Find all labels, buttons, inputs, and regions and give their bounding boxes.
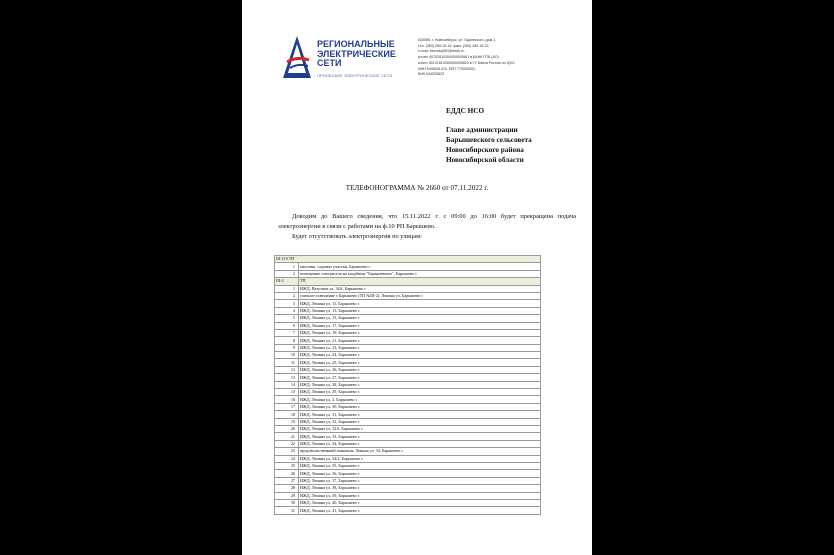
row-address: ИЖД, Ленина ул, 41, Барышево с [299, 507, 541, 514]
row-address: ИЖД, Ватутина ул, 34А, Барышево с [299, 285, 541, 292]
row-number: 25 [275, 462, 299, 469]
row-number: 1 [275, 285, 299, 292]
table-row [275, 448, 541, 455]
row-address: уличное освещение с Барышево (ТП №III-2), Ленина ул, Барышево с [299, 292, 541, 299]
body-paragraph: Будет отсутствовать электроэнергия по улицам: [292, 233, 422, 240]
row-address: ИЖД, Ленина ул, 31, Барышево с [299, 411, 541, 418]
row-address: ИЖД, Ленина ул, 26, Барышево с [299, 366, 541, 373]
table-row [275, 315, 541, 322]
recipient-line: Новосибирского района [446, 146, 524, 154]
table-row [275, 477, 541, 484]
contact-bik: БИК 044525823 [418, 72, 445, 77]
row-number: 7 [275, 329, 299, 336]
contact-account: р/счет 40702810300000000661 в БАНК ГПБ (АО) [418, 55, 499, 60]
document-title: ТЕЛЕФОНОГРАММА № 2660 от 07.11.2022 г. [345, 184, 489, 192]
row-address: ИЖД, Ленина ул, 27, Барышево с [299, 374, 541, 381]
row-address: ИЖД, Ленина ул, 32А, Барышево с [299, 425, 541, 432]
row-number: 15 [275, 389, 299, 396]
table-row [275, 374, 541, 381]
outage-table [274, 255, 541, 515]
row-number: 1 [275, 263, 299, 270]
table-row [275, 507, 541, 514]
row-number: 18 [275, 411, 299, 418]
row-number: 3 [275, 300, 299, 307]
table-row [275, 389, 541, 396]
company-logo-icon [282, 35, 312, 79]
row-address: ИЖД, Ленина ул, 15, Барышево с [299, 315, 541, 322]
row-number: 22 [275, 440, 299, 447]
table-row [275, 337, 541, 344]
row-address: ИЖД, Ленина ул, 32, Барышево с [299, 418, 541, 425]
recipient-line: Главе администрации [446, 126, 518, 134]
row-address: ИЖД, Ленина ул, 35, Барышево с [299, 462, 541, 469]
table-row [275, 307, 541, 314]
table-row [275, 418, 541, 425]
company-contacts [418, 38, 548, 78]
contact-phone: тел. (383) 289-15-19, факс (383) 289-15-22, [418, 43, 490, 48]
table-row [275, 433, 541, 440]
table-row [275, 270, 541, 277]
group-label: III-2 [275, 278, 299, 285]
row-number: 19 [275, 418, 299, 425]
row-address: ИЖД, Ленина ул, 40, Барышево с [299, 499, 541, 506]
table-group-row [275, 256, 541, 263]
document-body [278, 212, 576, 242]
contact-address: 630065, г. Новосибирск, ул. Одоевского, дом 1, [418, 38, 497, 42]
group-label: III-119 ТП [275, 256, 541, 263]
row-address: помещение смотрителя на кладбище "Барышевское", Барышево с [299, 270, 541, 277]
row-number: 2 [275, 270, 299, 277]
company-name-line: РЕГИОНАЛЬНЫЕ [317, 39, 395, 49]
table-row [275, 470, 541, 477]
row-address: ИЖД, Ленина ул, 25, Барышево с [299, 359, 541, 366]
row-address: ИЖД, Ленина ул, 34, Барышево с [299, 440, 541, 447]
row-address: ИЖД, Ленина ул, 33, Барышево с [299, 433, 541, 440]
company-name-line: ЭЛЕКТРИЧЕСКИЕ [317, 48, 396, 59]
row-address: ИЖД, Ленина ул, 23, Барышево с [299, 344, 541, 351]
row-number: 4 [275, 307, 299, 314]
row-number: 29 [275, 492, 299, 499]
row-address: ИЖД, Ленина ул, 21, Барышево с [299, 337, 541, 344]
row-number: 11 [275, 359, 299, 366]
row-number: 24 [275, 455, 299, 462]
table-row [275, 492, 541, 499]
recipients [446, 106, 586, 165]
company-name-line: СЕТИ [317, 58, 342, 68]
table-row [275, 285, 541, 292]
row-number: 10 [275, 352, 299, 359]
row-number: 20 [275, 425, 299, 432]
row-address: ИЖД, Ленина ул, 36, Барышево с [299, 470, 541, 477]
row-address: ИЖД, Ленина ул, 34/2, Барышево с [299, 455, 541, 462]
row-address: ИЖД, Ленина ул, 17, Барышево с [299, 322, 541, 329]
row-address: продовольственный павильон, Ленина ул, 34, Барышево с [299, 448, 541, 455]
table-row [275, 425, 541, 432]
document-page [242, 0, 592, 555]
recipient-line: Новосибирской области [446, 156, 524, 164]
row-address: ИЖД, Ленина ул, 37, Барышево с [299, 477, 541, 484]
contact-email: e-mail: bezuxlaj963@eseti.ru [418, 49, 465, 54]
row-address: ИЖД, Ленина ул, 29, Барышево с [299, 389, 541, 396]
row-address: ИЖД, Ленина ул, 39, Барышево с [299, 492, 541, 499]
table-row [275, 440, 541, 447]
row-number: 26 [275, 470, 299, 477]
row-address: ИЖД, Ленина ул, 3, Барышево с [299, 396, 541, 403]
table-row [275, 499, 541, 506]
row-number: 14 [275, 381, 299, 388]
company-name [317, 40, 407, 69]
table-row [275, 329, 541, 336]
table-row [275, 359, 541, 366]
row-number: 16 [275, 396, 299, 403]
company-subtitle: ПРИОБСКИЕ ЭЛЕКТРИЧЕСКИЕ СЕТИ [317, 73, 393, 78]
row-address: ИЖД, Ленина ул, 24, Барышево с [299, 352, 541, 359]
table-row [275, 344, 541, 351]
table-row [275, 322, 541, 329]
row-address: ИЖД, Ленина ул, 11, Барышево с [299, 300, 541, 307]
table-row [275, 462, 541, 469]
table-row [275, 485, 541, 492]
row-address: ИЖД, Ленина ул, 38, Барышево с [299, 485, 541, 492]
row-address: ИЖД, Ленина ул, 28, Барышево с [299, 381, 541, 388]
row-number: 6 [275, 322, 299, 329]
recipient-edds: ЕДДС НСО [446, 107, 485, 115]
row-number: 17 [275, 403, 299, 410]
row-number: 5 [275, 315, 299, 322]
contact-inn: ИНН 5406291470, КПП 775050001, [418, 66, 477, 71]
table-row [275, 455, 541, 462]
table-row [275, 403, 541, 410]
table-group-row [275, 278, 541, 285]
group-sublabel: ТП [299, 278, 541, 285]
contact-corr-account: к/счет 30101810300000000823 в ГУ Банка России по ЦФО [418, 60, 515, 65]
row-number: 27 [275, 477, 299, 484]
row-number: 21 [275, 433, 299, 440]
table-row [275, 396, 541, 403]
row-number: 13 [275, 374, 299, 381]
row-address: массивы, садовые участки, Барышево с [299, 263, 541, 270]
row-number: 31 [275, 507, 299, 514]
table-row [275, 292, 541, 299]
row-number: 2 [275, 292, 299, 299]
table-row [275, 352, 541, 359]
table-row [275, 366, 541, 373]
row-address: ИЖД, Ленина ул, 30, Барышево с [299, 403, 541, 410]
row-number: 12 [275, 366, 299, 373]
row-number: 30 [275, 499, 299, 506]
table-row [275, 300, 541, 307]
table-row [275, 381, 541, 388]
recipient-line: Барышевского сельсовета [446, 136, 532, 144]
row-address: ИЖД, Ленина ул, 19, Барышево с [299, 329, 541, 336]
row-address: ИЖД, Ленина ул, 13, Барышево с [299, 307, 541, 314]
company-logo [282, 35, 402, 81]
table-row [275, 263, 541, 270]
row-number: 8 [275, 337, 299, 344]
table-row [275, 411, 541, 418]
body-paragraph: Доводим до Вашего сведения, что 15.11.2022 г. с 09:00 до 16:00 будет прекращена подача электроэнергии в связи с работами на ф.10 РП Барышево. [278, 213, 576, 230]
row-number: 9 [275, 344, 299, 351]
row-number: 28 [275, 485, 299, 492]
row-number: 23 [275, 448, 299, 455]
